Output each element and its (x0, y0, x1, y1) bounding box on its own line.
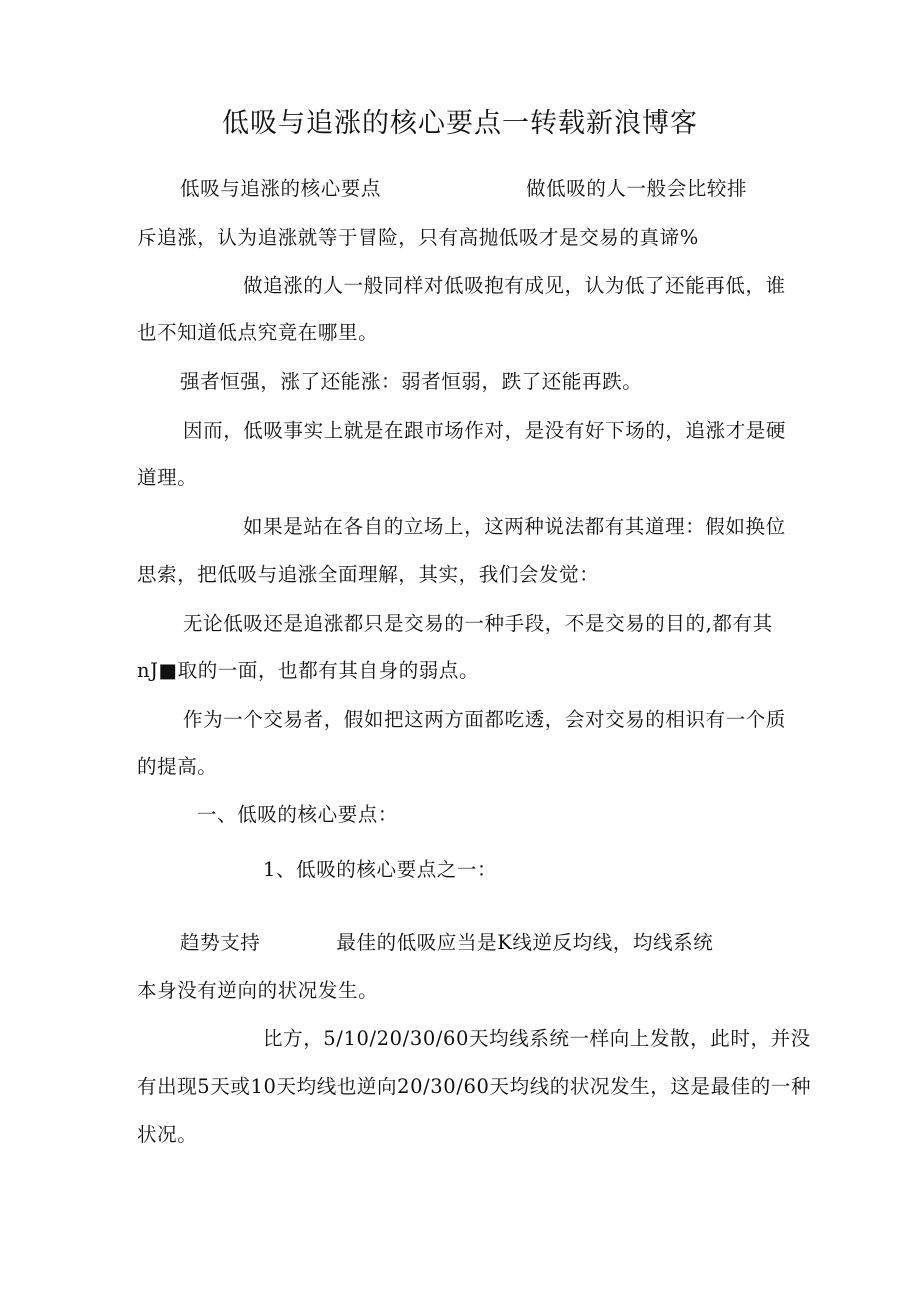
paragraph-line: 无论低吸还是追涨都只是交易的一种手段，不是交易的目的,都有其 (183, 612, 773, 635)
paragraph-text: 做低吸的人一般会比较排 (526, 177, 748, 200)
paragraph-line: 本身没有逆向的状况发生。 (137, 979, 379, 1002)
paragraph-line: 比方，5/10/20/30/60天均线系统一样向上发散，此时，并没 (263, 1027, 811, 1050)
paragraph-line: 状况。 (137, 1123, 198, 1146)
heading-inline: 趋势支持 (180, 931, 261, 954)
document-title: 低吸与追涨的核心要点一转载新浪博客 (222, 108, 698, 139)
paragraph-line: 强者恒强，涨了还能涨：弱者恒弱，跌了还能再跌。 (180, 370, 643, 393)
paragraph-text: 最佳的低吸应当是K线逆反均线，均线系统 (336, 931, 714, 954)
paragraph-line: 做追涨的人一般同样对低吸抱有成见，认为低了还能再低，谁 (243, 274, 786, 297)
paragraph-line: 也不知道低点究竟在哪里。 (137, 321, 379, 344)
paragraph-line: 如果是站在各自的立场上，这两种说法都有其道理：假如换位 (243, 515, 786, 538)
paragraph-line: 斥追涨，认为追涨就等于冒险，只有高抛低吸才是交易的真谛% (137, 226, 699, 249)
section-heading: 一、低吸的核心要点： (197, 803, 399, 826)
paragraph-line: 作为一个交易者，假如把这两方面都吃透，会对交易的相识有一个质 (183, 708, 787, 731)
heading-inline: 低吸与追涨的核心要点 (180, 177, 382, 200)
paragraph-line (180, 174, 747, 204)
paragraph-line: 有出现5天或10天均线也逆向20/30/60天均线的状况发生，这是最佳的一种 (137, 1075, 812, 1098)
paragraph-line: nJ■取的一面，也都有其自身的弱点。 (137, 659, 480, 682)
paragraph-line: 思索，把低吸与追涨全面理解，其实，我们会发觉： (137, 563, 600, 586)
paragraph-line: 因而，低吸事实上就是在跟市场作对，是没有好下场的，追涨才是硬 (183, 419, 787, 442)
paragraph-line: 的提高。 (137, 755, 218, 778)
paragraph-line (180, 928, 713, 958)
subsection-heading: 1、低吸的核心要点之一： (263, 858, 498, 881)
paragraph-line: 道理。 (137, 466, 198, 489)
